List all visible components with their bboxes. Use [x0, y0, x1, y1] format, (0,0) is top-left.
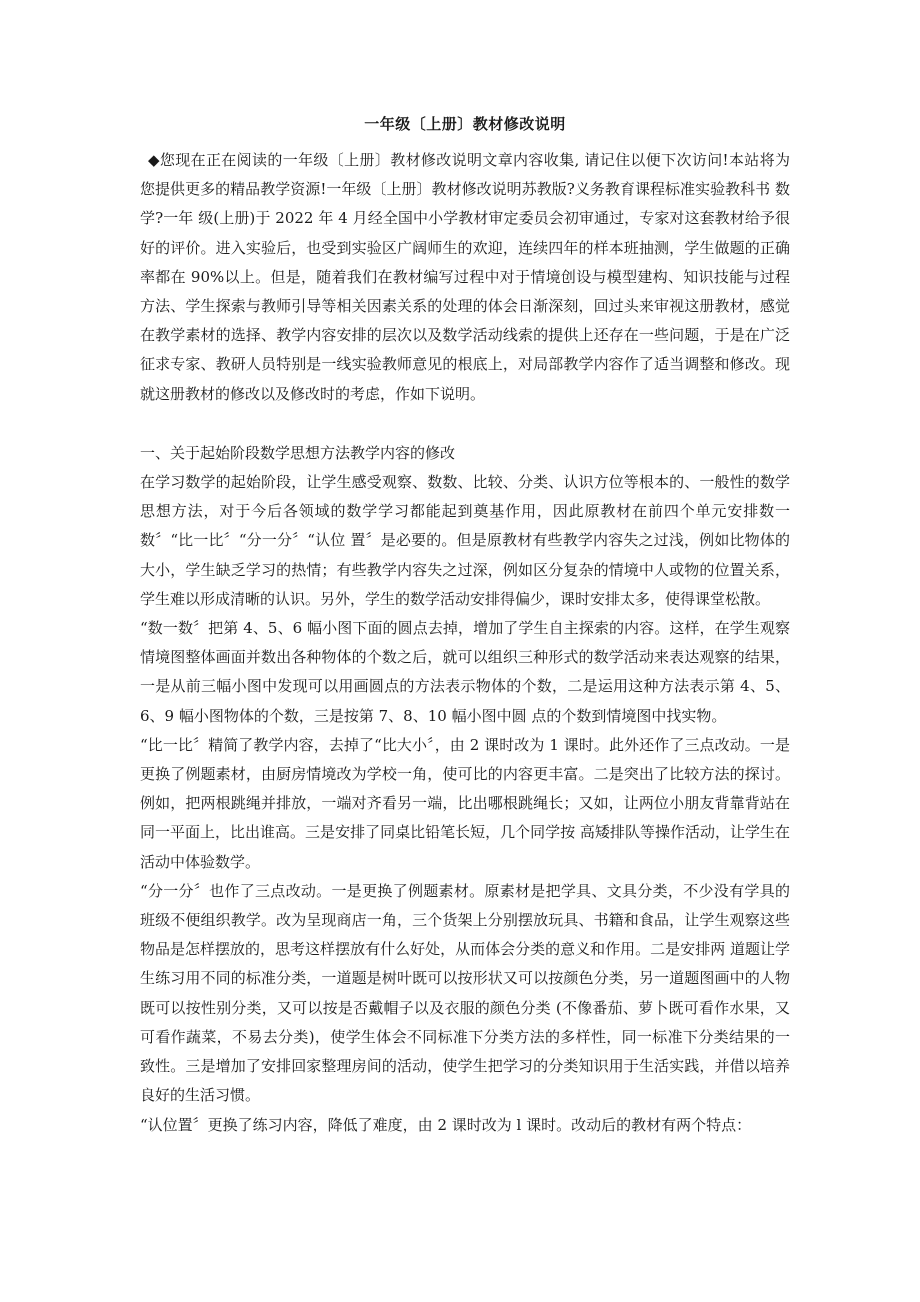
section-heading: 一、关于起始阶段数学思想方法教学内容的修改 [140, 443, 456, 462]
body-paragraph: “认位置〞更换了练习内容，降低了难度，由 2 课时改为 l 课时。改动后的教材有两个特点： [140, 1115, 752, 1134]
section-spacer [140, 409, 790, 439]
document-title: 一年级〔上册〕教材修改说明 [364, 115, 566, 133]
document-page [140, 112, 790, 1140]
intro-paragraph: ◆您现在正在阅读的一年级〔上册〕教材修改说明文章内容收集, 请记住以便下次访问!本站将为您提供更多的精品教学资源!一年级〔上册〕教材修改说明苏教版?义务教育课程标准实验教科书 数学?一年 级(上册)于 2022 年 4 月经全国中小学教材审定委员会初审通过，专家对这套教材给予很好的评价。进入实验后，也受到实验区广阔师生的欢迎，连续四年的样本班抽测，学生做题的正确率都在 90%以上。但是，随着我们在教材编写过程中对于情境创设与模型建构、知识技能与过程方法、学生探索与教师引导等相关因素关系的处理的体会日渐深刻，回过头来审视这册教材，感觉在教学素材的选择、教学内容安排的层次以及数学活动线索的提供上还存在一些问题，于是在广泛征求专家、教研人员特别是一线实验教师意见的根底上，对局部教学内容作了适当调整和修改。现就这册教材的修改以及修改时的考虑，作如下说明。 [140, 151, 790, 403]
body-paragraph: “数一数〞把第 4、5、6 幅小图下面的圆点去掉，增加了学生自主探索的内容。这样，在学生观察情境图整体画面并数出各种物体的个数之后，就可以组织三种形式的数学活动来表达观察的结果，一是从前三幅小图中发现可以用画圆点的方法表示物体的个数，二是运用这种方法表示第 4、5、6、9 幅小图物体的个数，三是按第 7、8、10 幅小图中圆 点的个数到情境图中找实物。 [140, 619, 790, 725]
body-paragraph: 在学习数学的起始阶段，让学生感受观察、数数、比较、分类、认识方位等根本的、一般性的数学思想方法，对于今后各领域的数学学习都能起到奠基作用，因此原教材在前四个单元安排数一数〞“比一比〞“分一分〞“认位 置〞是必要的。但是原教材有些教学内容失之过浅，例如比物体的大小，学生缺乏学习的热情；有些教学内容失之过深，例如区分复杂的情境中人或物的位置关系，学生难以形成清晰的认识。另外，学生的数学活动安排得偏少，课时安排太多，使得课堂松散。 [140, 473, 790, 608]
body-paragraph: “比一比〞精简了教学内容，去掉了“比大小〞，由 2 课时改为 1 课时。此外还作了三点改动。一是更换了例题素材，由厨房情境改为学校一角，使可比的内容更丰富。二是突出了比较方法的探讨。例如，把两根跳绳并排放，一端对齐看另一端，比出哪根跳绳长；又如，让两位小朋友背靠背站在同一平面上，比出谁高。三是安排了同桌比铅笔长短，几个同学按 高矮排队等操作活动，让学生在活动中体验数学。 [140, 735, 790, 871]
body-paragraph: “分一分〞也作了三点改动。一是更换了例题素材。原素材是把学具、文具分类，不少没有学具的班级不便组织教学。改为呈现商店一角，三个货架上分别摆放玩具、书籍和食品，让学生观察这些物品是怎样摆放的，思考这样摆放有什么好处，从而体会分类的意义和作用。二是安排两 道题让学生练习用不同的标准分类，一道题是树叶既可以按形状又可以按颜色分类，另一道题图画中的人物既可以按性别分类，又可以按是否戴帽子以及衣服的颜色分类 (不像番茄、萝卜既可看作水果，又可看作蔬菜，不易去分类)，使学生体会不同标准下分类方法的多样性，同一标准下分类结果的一致性。三是增加了安排回家整理房间的活动，使学生把学习的分类知识用于生活实践，并借以培养良好的生活习惯。 [140, 881, 790, 1105]
